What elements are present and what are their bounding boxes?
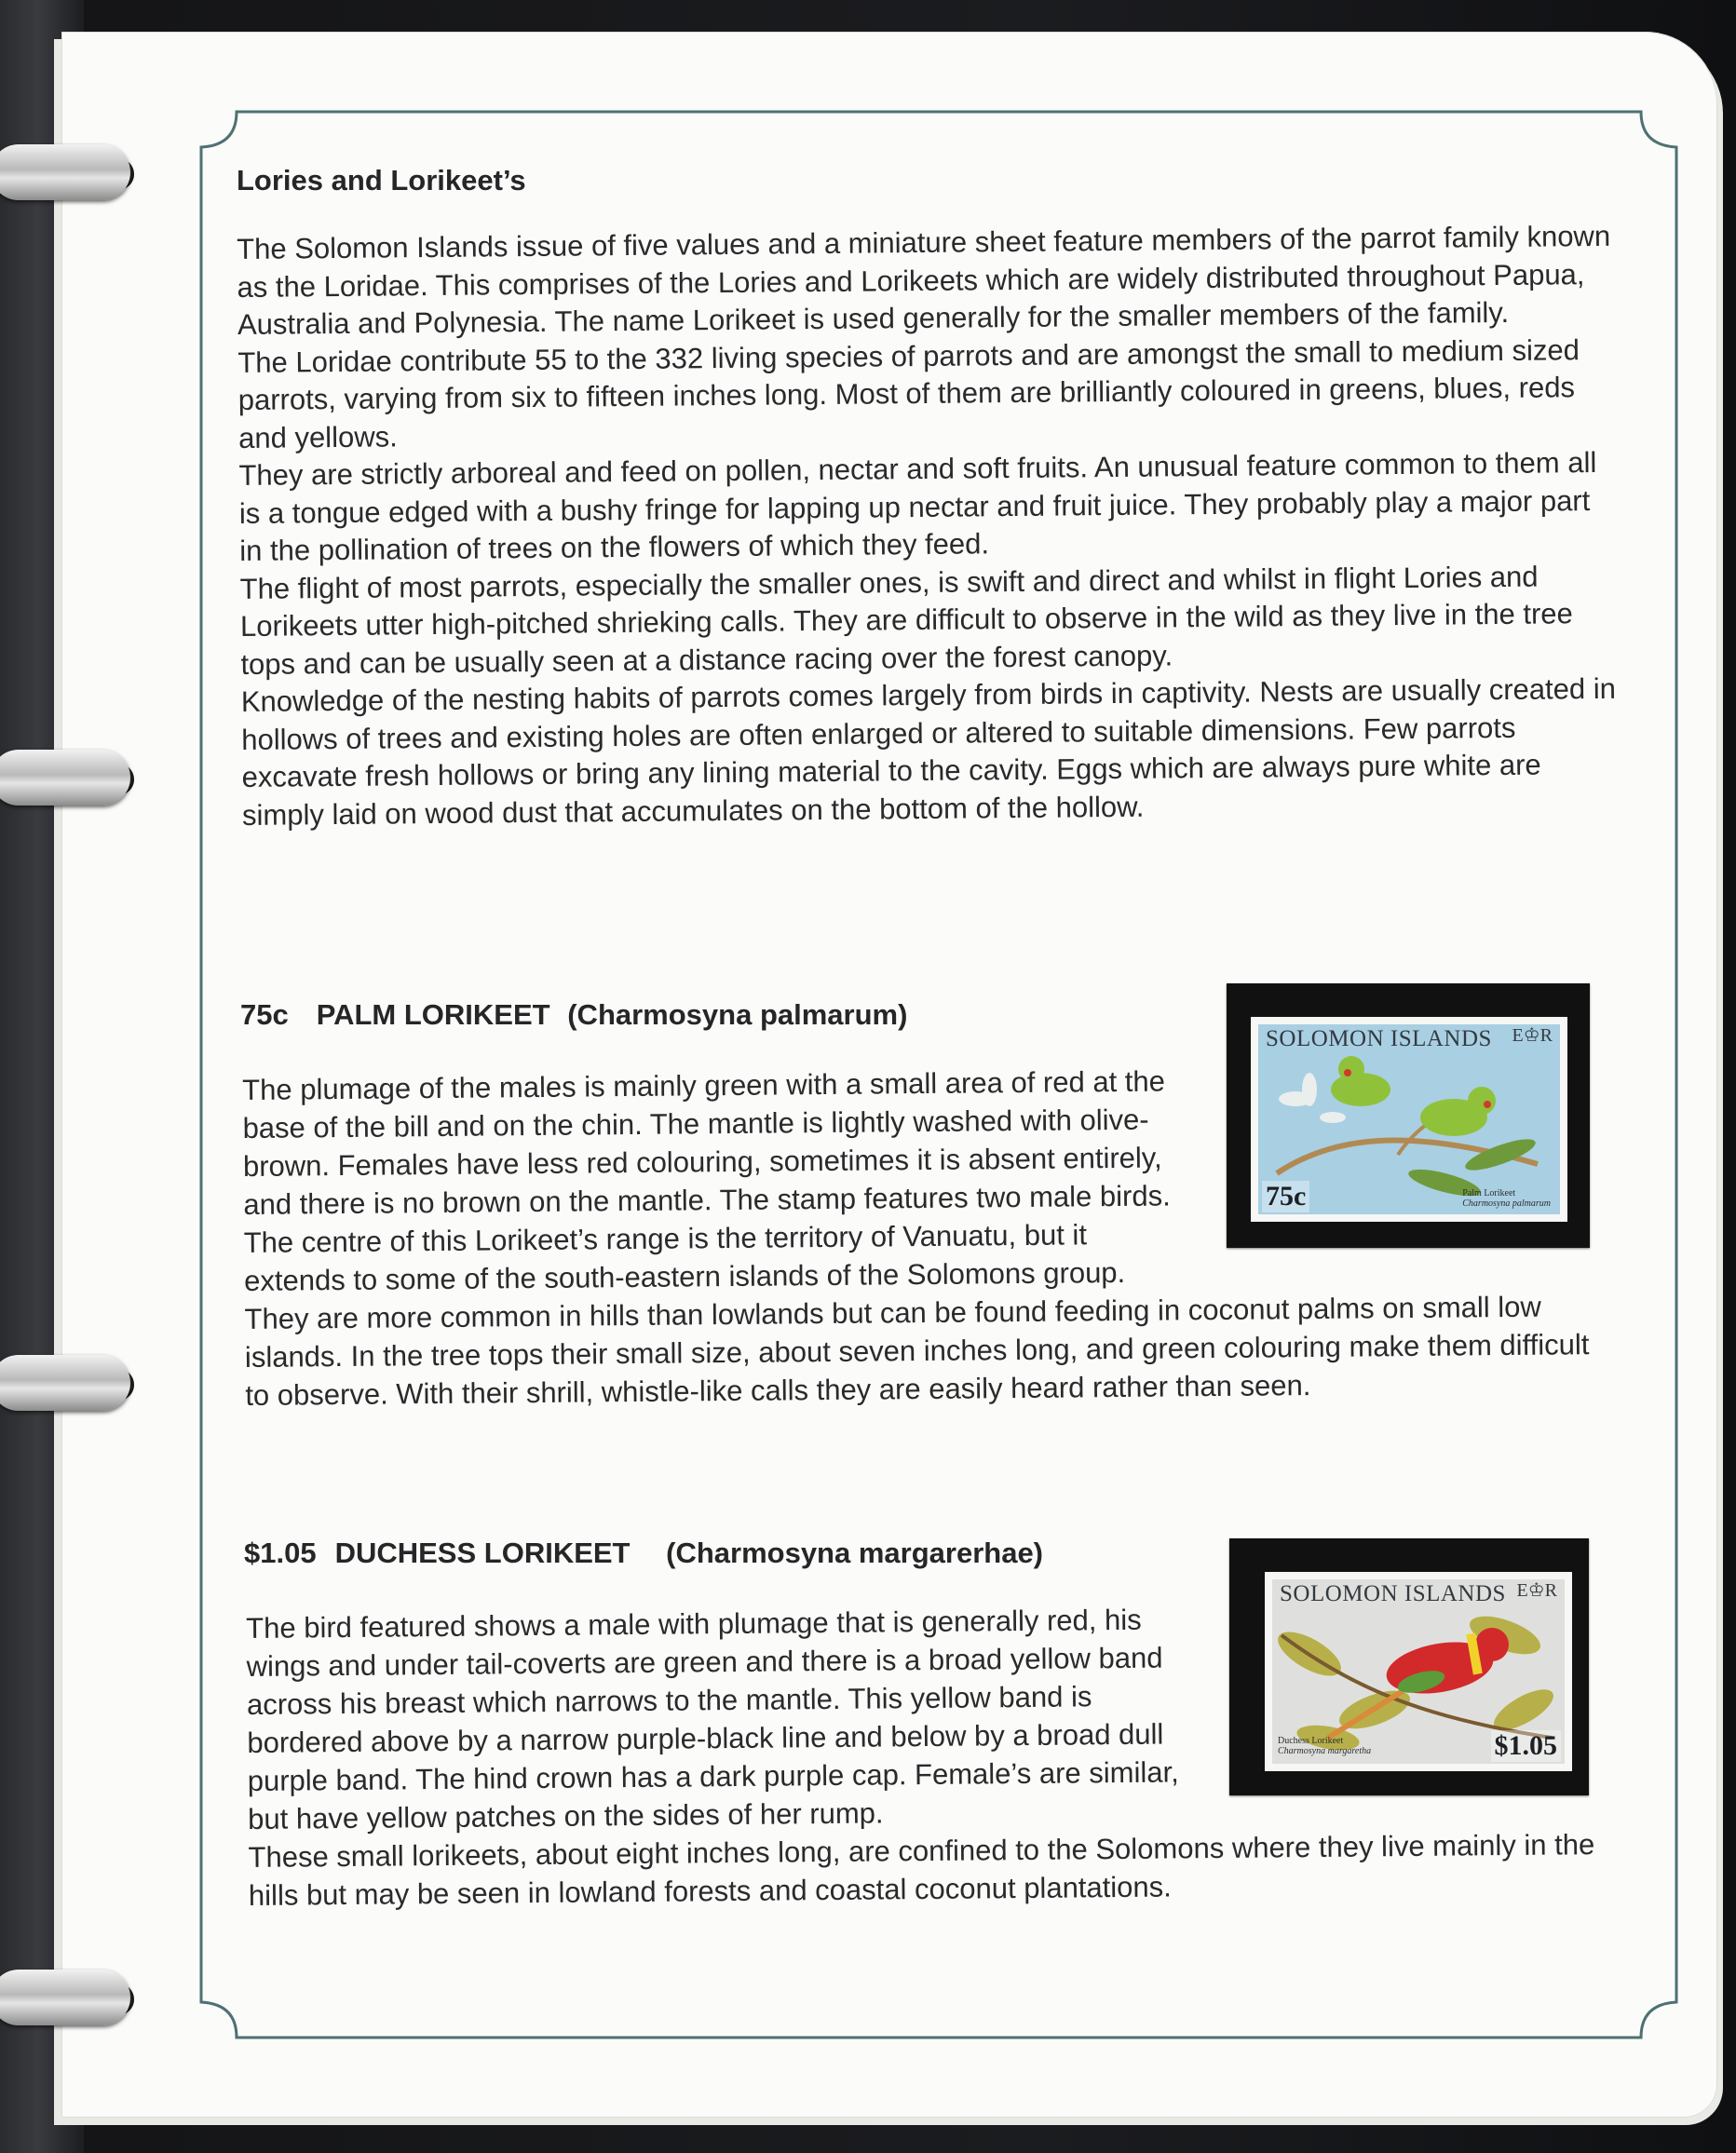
intro-paragraph: The Solomon Islands issue of five values and a miniature sheet feature members of the parrot family known as the Loridae. This comprises of the Lories and Lorikeets which are widely distributed throughout Papua, Australia and Polynesia. The name Lorikeet is used generally for the smaller members of the family.: [237, 219, 1611, 341]
intro-paragraph: Knowledge of the nesting habits of parrots comes largely from birds in captivity. Nests are usually created in hollows of trees and existing holes are often enlarged or altered to suitable dimensions. Few parrots excavate fresh hollows or bring any lining material to the cavity. Eggs which are always pure white are simply laid on wood dust that accumulates on the bottom of the hollow.: [240, 671, 1617, 832]
section-paragraph: These small lorikeets, about eight inches long, are confined to the Solomons where they live mainly in the hills but may be seen in lowland forests and coastal coconut plantations.: [248, 1828, 1595, 1912]
intro-text: [237, 218, 1621, 834]
stamp-caption: [1278, 1736, 1371, 1756]
section-scientific-name: (Charmosyna palmarum): [567, 998, 908, 1031]
section-scientific-name: (Charmosyna margarerhae): [666, 1537, 1044, 1569]
page-title: Lories and Lorikeet’s: [237, 164, 526, 196]
stamp-mount: [1227, 983, 1590, 1248]
section-heading-duchess-lorikeet: [244, 1537, 1043, 1570]
section-heading-palm-lorikeet: [240, 998, 907, 1032]
stamp-caption-common: Duchess Lorikeet: [1278, 1736, 1344, 1746]
stamp-palm-lorikeet: [1251, 1017, 1567, 1222]
stamp-royal-cipher: E♔R: [1512, 1025, 1553, 1046]
section-paragraph: The plumage of the males is mainly green with a small area of red at the base of the bill and on the chin. The mantle is lightly washed with olive-brown. Females have less red colouring, sometimes it is absent entirely, and there is no brown on the mantle. The stamp features two male birds. The centre of this Lorikeet’s range is the territory of Vanuatu, but it extends to some of the south-eastern islands of the Solomons group.: [242, 1064, 1171, 1297]
stamp-caption-common: Palm Lorikeet: [1462, 1188, 1516, 1198]
stamp-value: $1.05: [1491, 1730, 1562, 1762]
stamp-country: SOLOMON ISLANDS: [1266, 1026, 1492, 1051]
section-paragraph: They are more common in hills than lowlands but can be found feeding in coconut palms on small low islands. In the tree tops their small size, about seven inches long, and green colouring make them difficult to observe. With their shrill, whistle-like calls they are easily heard rather than seen.: [244, 1290, 1590, 1412]
stamp-artwork: [1272, 1579, 1565, 1764]
stamp-caption-scientific: Charmosyna palmarum: [1462, 1198, 1551, 1209]
stamp-artwork: [1258, 1024, 1560, 1214]
stamp-country: SOLOMON ISLANDS: [1280, 1581, 1506, 1606]
stamp-value: 75c: [1262, 1181, 1309, 1212]
section-price: $1.05: [244, 1537, 317, 1569]
stamp-royal-cipher: E♔R: [1516, 1580, 1557, 1601]
intro-paragraph: The flight of most parrots, especially the smaller ones, is swift and direct and whilst in flight Lories and Lorikeets utter high-pitched shrieking calls. They are difficult to observe in the wild as they live in the tree tops and can be usually seen at a distance racing over the forest canopy.: [239, 560, 1573, 681]
stamp-mount: [1229, 1538, 1589, 1795]
section-price: 75c: [240, 998, 289, 1031]
section-paragraph: The bird featured shows a male with plumage that is generally red, his wings and under tail-coverts are green and there is a broad yellow band across his breast which narrows to the mantle. This yellow band is bordered above by a narrow purple-black line and below by a broad dull purple band. The hind crown has a dark purple cap. Female’s are similar, but have yellow patches on the sides of her rump.: [246, 1603, 1179, 1835]
stamp-caption-scientific: Charmosyna margaretha: [1278, 1746, 1372, 1756]
intro-paragraph: The Loridae contribute 55 to the 332 living species of parrots and are amongst the small to medium sized parrots, varying from six to fifteen inches long. Most of them are brilliantly coloured in greens, blues, reds and yellows.: [237, 332, 1580, 454]
stamp-caption: [1462, 1188, 1551, 1209]
section-name: PALM LORIKEET: [316, 998, 550, 1031]
intro-paragraph: They are strictly arboreal and feed on pollen, nectar and soft fruits. An unusual feature common to them all is a tongue edged with a bushy fringe for lapping up nectar and fruit juice. They probably play a major part in the pollination of trees on the flowers of which they feed.: [238, 445, 1597, 567]
stamp-duchess-lorikeet: [1265, 1572, 1572, 1771]
section-name: DUCHESS LORIKEET: [334, 1537, 631, 1569]
